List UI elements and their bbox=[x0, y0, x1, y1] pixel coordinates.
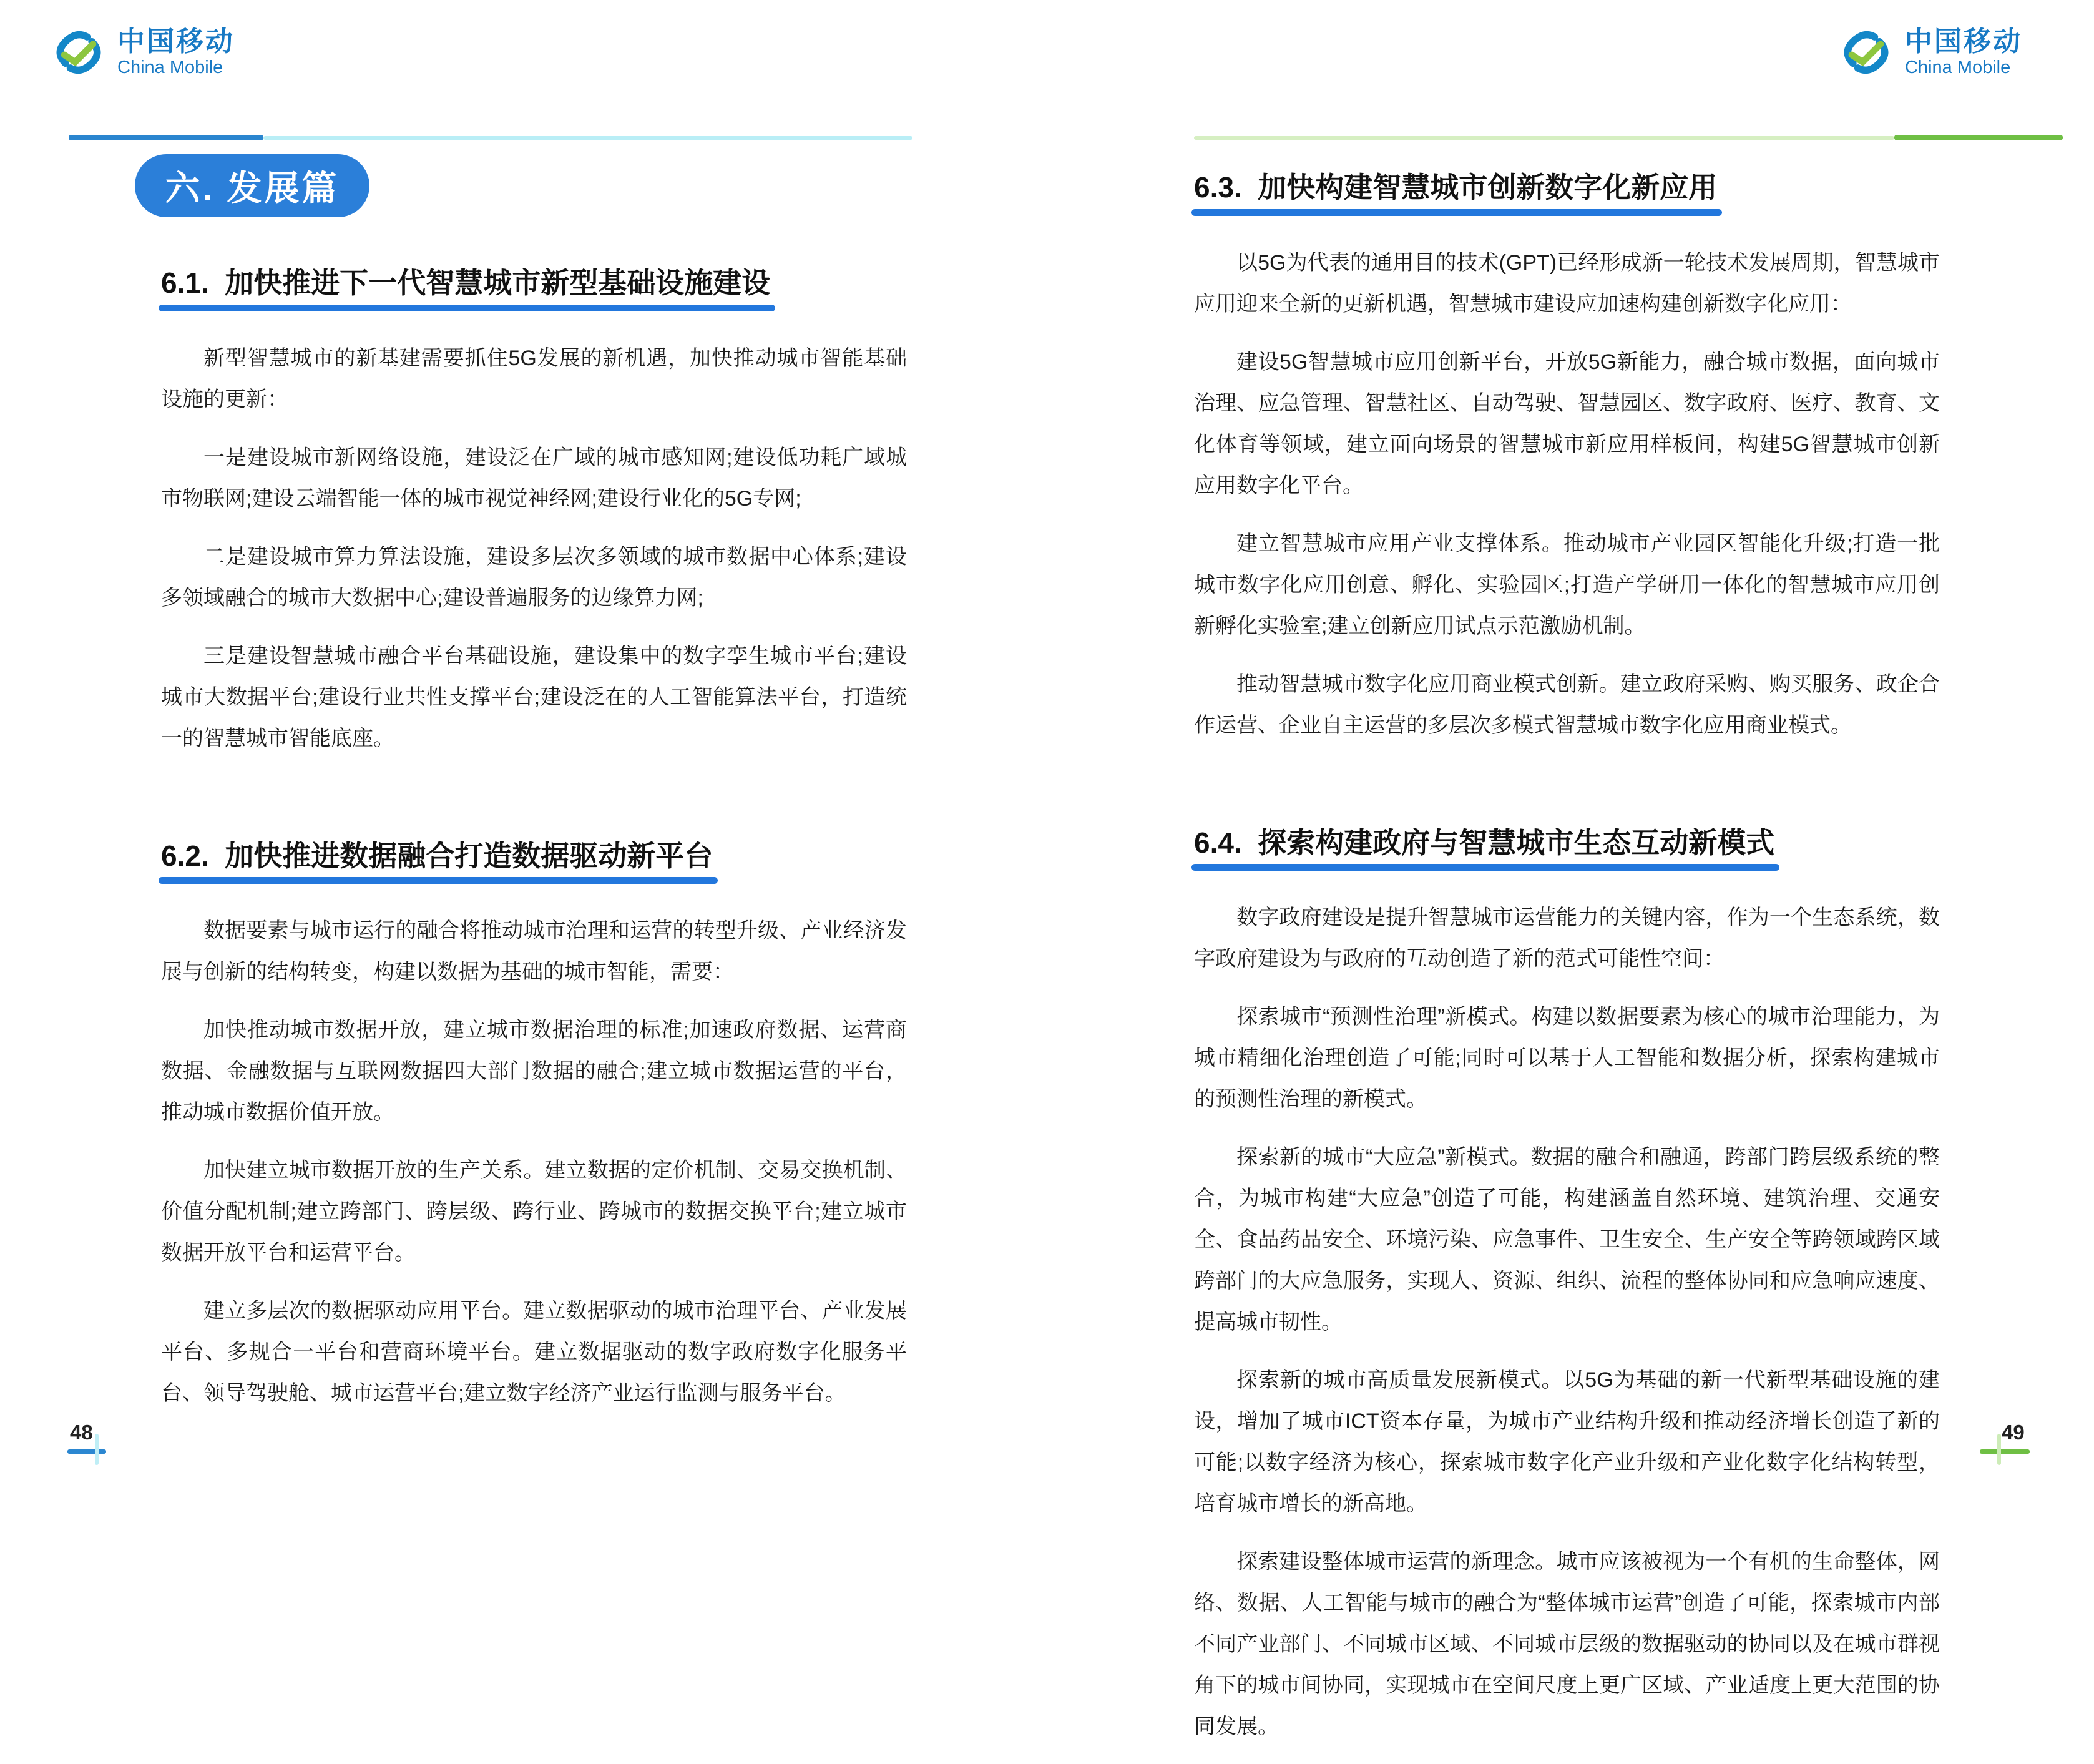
section-heading-text: 6.2. 加快推进数据融合打造数据驱动新平台 bbox=[161, 838, 713, 884]
body-paragraph: 以5G为代表的通用目的技术(GPT)已经形成新一轮技术发展周期，智慧城市应用迎来全新的更新机遇，智慧城市建设应加速构建创新数字化应用： bbox=[1194, 250, 1940, 316]
page-number-right: 49 bbox=[2002, 1421, 2025, 1444]
china-mobile-logo bbox=[49, 22, 235, 82]
body-paragraph: 数字政府建设是提升智慧城市运营能力的关键内容，作为一个生态系统，数字政府建设为与政府的互动创造了新的范式可能性空间： bbox=[1194, 906, 1940, 971]
header-rule-green-light bbox=[1194, 136, 1894, 140]
chapter-badge: 六. 发展篇 bbox=[135, 154, 369, 217]
logo-text-en: China Mobile bbox=[117, 57, 223, 77]
body-paragraph: 一是建设城市新网络设施，建设泛在广域的城市感知网;建设低功耗广域城市物联网;建设云端智能一体的城市视觉神经网;建设行业化的5G专网; bbox=[161, 445, 907, 511]
body-paragraph: 二是建设城市算力算法设施，建设多层次多领域的城市数据中心体系;建设多领域融合的城市大数据中心;建设普遍服务的边缘算力网; bbox=[161, 544, 907, 610]
left-page-column bbox=[161, 265, 907, 1431]
page-number-tick-green bbox=[1997, 1434, 2001, 1465]
body-paragraph: 加快建立城市数据开放的生产关系。建立数据的定价机制、交易交换机制、价值分配机制;建立跨部门、跨层级、跨行业、跨城市的数据交换平台;建立城市数据开放平台和运营平台。 bbox=[161, 1159, 907, 1265]
body-paragraph: 推动智慧城市数字化应用商业模式创新。建立政府采购、购买服务、政企合作运营、企业自主运营的多层次多模式智慧城市数字化应用商业模式。 bbox=[1194, 672, 1940, 737]
page-number-underline-blue bbox=[67, 1449, 106, 1454]
section-heading bbox=[161, 838, 907, 884]
section-heading-text: 6.4. 探索构建政府与智慧城市生态互动新模式 bbox=[1194, 825, 1774, 871]
body-paragraph: 三是建设智慧城市融合平台基础设施，建设集中的数字孪生城市平台;建设城市大数据平台;建设行业共性支撑平台;建设泛在的人工智能算法平台，打造统一的智慧城市智能底座。 bbox=[161, 644, 907, 750]
section-6-4 bbox=[1194, 763, 1940, 1748]
section-heading bbox=[161, 265, 907, 311]
page-number-tick-cyan bbox=[95, 1434, 99, 1465]
body-paragraph: 探索新的城市“大应急”新模式。数据的融合和融通，跨部门跨层级系统的整合，为城市构建“大应急”创造了可能，构建涵盖自然环境、建筑治理、交通安全、食品药品安全、环境污染、应急事件、卫生安全、生产安全等跨领域跨区域跨部门的大应急服务，实现人、资源、组织、流程的整体协同和应急响应速度、提高城市韧性。 bbox=[1194, 1145, 1940, 1334]
header-rule-cyan bbox=[263, 136, 912, 140]
logo-text-zh: 中国移动 bbox=[117, 26, 235, 57]
section-heading bbox=[1194, 825, 1940, 871]
section-6-3 bbox=[1194, 170, 1940, 746]
section-heading-text: 6.1. 加快推进下一代智慧城市新型基础设施建设 bbox=[161, 265, 770, 311]
body-paragraph: 加快推动城市数据开放，建立城市数据治理的标准;加速政府数据、运营商数据、金融数据与互联网数据四大部门数据的融合;建立城市数据运营的平台，推动城市数据价值开放。 bbox=[161, 1018, 907, 1124]
right-page-column bbox=[1194, 170, 1940, 1764]
logo-text-en: China Mobile bbox=[1905, 57, 2011, 77]
logo-text bbox=[117, 27, 235, 78]
body-paragraph: 数据要素与城市运行的融合将推动城市治理和运营的转型升级、产业经济发展与创新的结构转变，构建以数据为基础的城市智能，需要： bbox=[161, 919, 907, 984]
section-6-1 bbox=[161, 265, 907, 759]
page-number-underline-green bbox=[1980, 1449, 2030, 1454]
body-paragraph: 新型智慧城市的新基建需要抓住5G发展的新机遇，加快推动城市智能基础设施的更新： bbox=[161, 346, 907, 411]
body-paragraph: 建立多层次的数据驱动应用平台。建立数据驱动的城市治理平台、产业发展平台、多规合一平台和营商环境平台。建立数据驱动的数字政府数字化服务平台、领导驾驶舱、城市运营平台;建立数字经济产业运行监测与服务平台。 bbox=[161, 1299, 907, 1405]
section-heading-text: 6.3. 加快构建智慧城市创新数字化新应用 bbox=[1194, 170, 1717, 216]
body-paragraph: 建设5G智慧城市应用创新平台，开放5G新能力，融合城市数据，面向城市治理、应急管理、智慧社区、自动驾驶、智慧园区、数字政府、医疗、教育、文化体育等领域，建立面向场景的智慧城市新应用样板间，构建5G智慧城市创新应用数字化平台。 bbox=[1194, 350, 1940, 497]
china-mobile-logo-mark bbox=[1836, 22, 1896, 82]
body-paragraph: 建立智慧城市应用产业支撑体系。推动城市产业园区智能化升级;打造一批城市数字化应用创意、孵化、实验园区;打造产学研用一体化的智慧城市应用创新孵化实验室;建立创新应用试点示范激励机制。 bbox=[1194, 531, 1940, 638]
china-mobile-logo bbox=[1836, 22, 2022, 82]
logo-text bbox=[1905, 27, 2022, 78]
body-paragraph: 探索建设整体城市运营的新理念。城市应该被视为一个有机的生命整体，网络、数据、人工智能与城市的融合为“整体城市运营”创造了可能，探索城市内部不同产业部门、不同城市区域、不同城市层级的数据驱动的协同以及在城市群视角下的城市间协同，实现城市在空间尺度上更广区域、产业适度上更大范围的协同发展。 bbox=[1194, 1550, 1940, 1738]
body-paragraph: 探索新的城市高质量发展新模式。以5G为基础的新一代新型基础设施的建设，增加了城市ICT资本存量，为城市产业结构升级和推动经济增长创造了新的可能;以数字经济为核心，探索城市数字化产业升级和产业化数字化结构转型，培育城市增长的新高地。 bbox=[1194, 1368, 1940, 1516]
body-paragraph: 探索城市“预测性治理”新模式。构建以数据要素为核心的城市治理能力，为城市精细化治理创造了可能;同时可以基于人工智能和数据分析，探索构建城市的预测性治理的新模式。 bbox=[1194, 1005, 1940, 1111]
section-heading bbox=[1194, 170, 1940, 216]
page-number-left: 48 bbox=[70, 1421, 93, 1444]
section-6-2 bbox=[161, 776, 907, 1414]
header-rule-green-dark bbox=[1894, 135, 2063, 140]
header-rule-blue bbox=[69, 135, 263, 140]
china-mobile-logo-mark bbox=[49, 22, 109, 82]
logo-text-zh: 中国移动 bbox=[1905, 26, 2022, 57]
